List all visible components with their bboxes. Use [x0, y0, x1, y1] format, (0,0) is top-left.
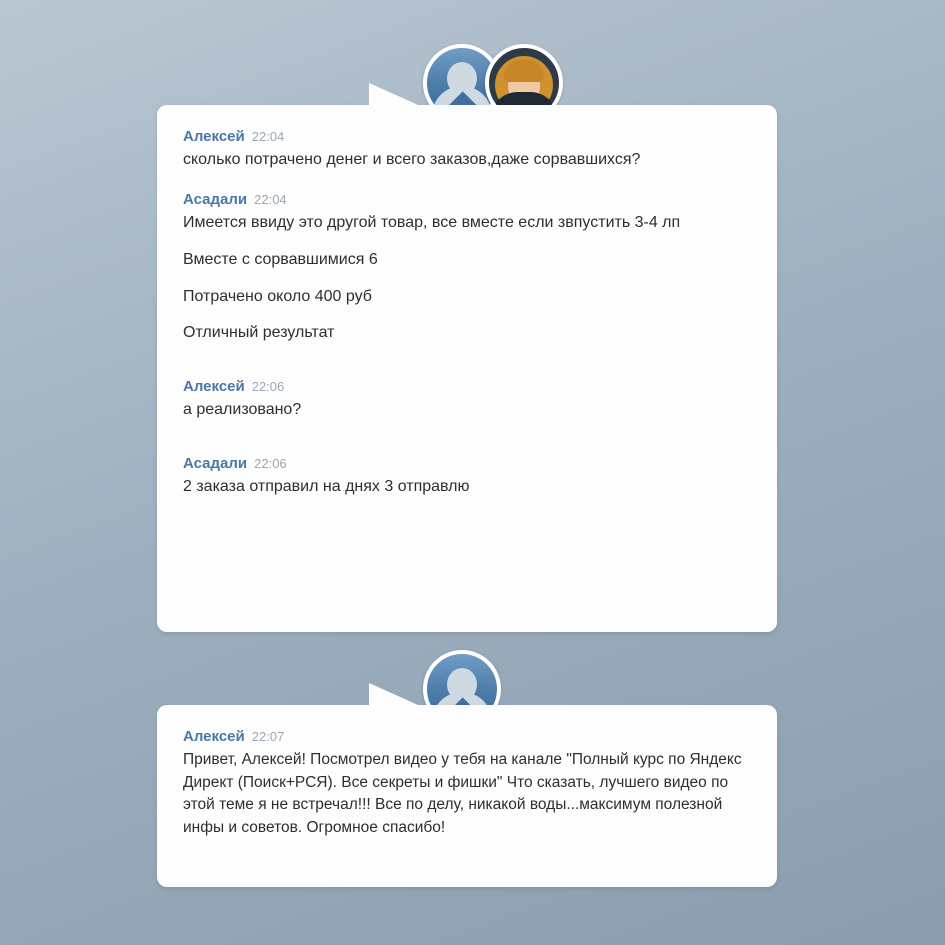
message-bubble — [157, 105, 777, 632]
message-meta — [183, 127, 753, 146]
message-text: сколько потрачено денег и всего заказов,даже сорвавшихся? — [183, 151, 641, 169]
message-bubble — [157, 705, 777, 887]
message-block-1 — [157, 105, 777, 632]
message-block-2 — [157, 705, 777, 887]
message-item — [183, 190, 753, 345]
message-author: Асадали — [183, 454, 248, 472]
message-text: Имеется ввиду это другой товар, все вместе если звпустить 3-4 лп — [183, 214, 681, 232]
message-meta — [183, 377, 753, 396]
message-time: 22:07 — [251, 729, 285, 744]
message-meta — [183, 190, 753, 209]
message-meta — [183, 454, 753, 473]
message-text: 2 заказа отправил на днях 3 отправлю — [183, 478, 470, 496]
message-time: 22:06 — [254, 455, 287, 471]
message-author: Алексей — [183, 128, 245, 145]
message-author: Алексей — [183, 728, 245, 745]
message-item — [183, 727, 753, 839]
message-author: Алексей — [183, 377, 245, 395]
avatar-fringe-shape — [504, 60, 544, 82]
bubble-tail — [369, 83, 427, 109]
message-text: Вместе с сорвавшимися 6 — [183, 250, 378, 268]
message-author: Асадали — [183, 190, 248, 208]
bubble-tail — [369, 683, 427, 709]
message-text: Отличный результат — [183, 324, 335, 342]
message-text: Привет, Алексей! Посмотрел видео у тебя на канале "Полный курс по Яндекс Директ (Поиск+РСЯ). Все секреты и фишки" Что сказать, лучшего видео по этой теме я не встречал!!! Все по делу, никакой воды...максимум полезной инфы и советов. Огромное спасибо! — [183, 751, 746, 836]
message-meta — [183, 727, 753, 746]
message-text: а реализовано? — [183, 401, 302, 419]
message-time: 22:06 — [251, 378, 285, 394]
message-item — [183, 127, 753, 172]
message-time: 22:04 — [251, 129, 285, 144]
message-text: Потрачено около 400 руб — [183, 287, 372, 305]
message-item — [183, 454, 753, 499]
message-item — [183, 377, 753, 422]
message-time: 22:04 — [254, 191, 287, 207]
